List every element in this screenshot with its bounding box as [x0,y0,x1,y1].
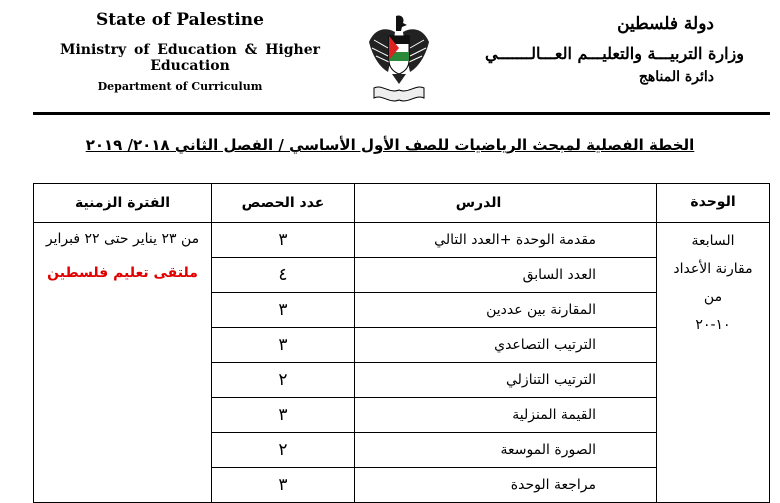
lesson-cell: المقارنة بين عددين [355,293,657,328]
table-row [34,223,770,258]
count-cell: ٣ [212,328,355,363]
state-name-ar: دولة فلسطين [617,14,714,34]
count-cell: ٣ [212,223,355,258]
lesson-cell: الترتيب التنازلي [355,363,657,398]
count-cell: ٢ [212,433,355,468]
unit-range: ١٠-٢٠ [695,317,731,333]
department-name-ar: دائرة المناهج [638,69,714,85]
ministry-name-en: Ministry of Education & Higher Education [59,42,320,74]
lesson-cell: القيمة المنزلية [355,398,657,433]
plan-title: الخطة الفصلية لمبحث الرياضيات للصف الأول الأساسي / الفصل الثاني ٢٠١٨/ ٢٠١٩ [85,136,695,154]
table-header-row [34,184,770,223]
count-cell: ٢ [212,363,355,398]
time-range: من ٢٣ يناير حتى ٢٢ فبراير [45,231,200,247]
header-english [0,10,360,93]
column-header-time: الفترة الزمنية [34,184,212,223]
department-name-en: Department of Curriculum [97,80,263,93]
lesson-cell: الترتيب التصاعدي [355,328,657,363]
lesson-cell: مراجعة الوحدة [355,468,657,503]
count-cell: ٣ [212,468,355,503]
column-header-lesson: الدرس [355,184,657,223]
lesson-cell: العدد السابق [355,258,657,293]
lesson-cell: مقدمة الوحدة +العدد التالي [355,223,657,258]
unit-cell [657,223,770,503]
column-header-unit: الوحدة [657,184,770,223]
header-arabic [414,14,744,85]
ministry-name-ar: وزارة التربيـــة والتعليـــم العـــالـــــــي [484,44,744,63]
lesson-cell: الصورة الموسعة [355,433,657,468]
forum-name: ملتقى تعليم فلسطين [47,265,198,281]
count-cell: ٣ [212,398,355,433]
semester-plan-table [33,183,770,503]
time-cell [34,223,212,503]
count-cell: ٣ [212,293,355,328]
header-divider [33,112,770,115]
unit-name: السابعة [691,233,735,249]
state-name-en: State of Palestine [96,10,264,30]
column-header-count: عدد الحصص [212,184,355,223]
unit-topic: مقارنة الأعداد من [673,261,753,305]
count-cell: ٤ [212,258,355,293]
